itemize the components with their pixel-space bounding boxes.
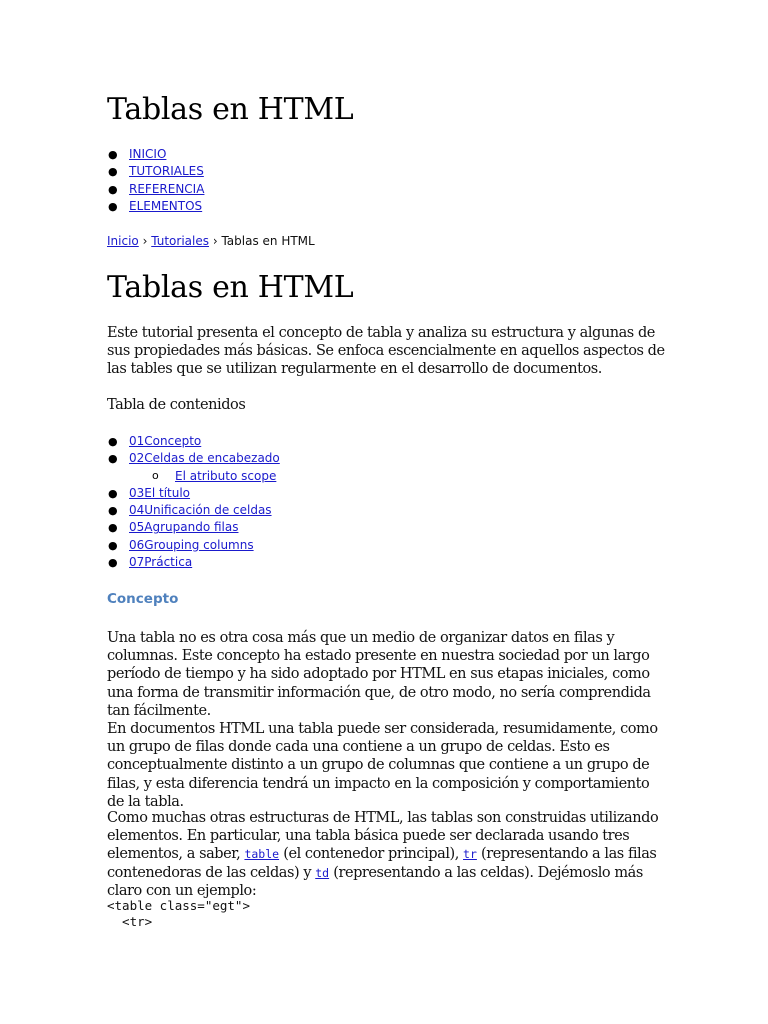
intro-paragraph: Este tutorial presenta el concepto de tabla y analiza su estructura y algunas de sus propiedades más básicas. Se enfoca escencialmente en aquellos aspectos de las tables que se utilizan regularmente en el desarrollo de documentos.	[107, 325, 665, 378]
circle-bullet-icon: o	[152, 468, 159, 482]
breadcrumb-current: Tablas en HTML	[221, 234, 315, 248]
bullet-icon: ●	[108, 538, 118, 552]
bullet-icon: ●	[108, 452, 118, 466]
toc-item	[108, 502, 280, 519]
page-title: Tablas en HTML	[107, 270, 354, 305]
code-line: <table class="egt">	[107, 898, 250, 913]
bullet-icon: ●	[108, 165, 118, 179]
code-link-td[interactable]: td	[315, 865, 330, 880]
bullet-icon: ●	[108, 199, 118, 213]
toc-item	[108, 433, 280, 450]
toc-link-agrupando-filas[interactable]: 05Agrupando filas	[129, 520, 239, 535]
code-link-tr[interactable]: tr	[463, 847, 477, 862]
paragraph-3	[107, 809, 667, 900]
breadcrumb-home-link[interactable]: Inicio	[107, 234, 139, 248]
paragraph-3-text: Como muchas otras estructuras de HTML, las tablas son construidas utilizando elementos. En particular, una tabla básica puede ser declarada usando tres elementos, a saber,	[107, 810, 659, 863]
breadcrumb-section-link[interactable]: Tutoriales	[151, 234, 209, 248]
nav-link-referencia[interactable]: REFERENCIA	[129, 181, 205, 196]
nav-menu	[108, 146, 205, 215]
table-of-contents	[108, 433, 280, 571]
bullet-icon: ●	[108, 504, 118, 518]
toc-item	[108, 519, 280, 536]
bullet-icon: ●	[108, 148, 118, 161]
section-heading-concepto: Concepto	[107, 591, 179, 607]
toc-item	[108, 554, 280, 571]
nav-link-elementos[interactable]: ELEMENTOS	[129, 198, 203, 213]
toc-item	[108, 485, 280, 502]
toc-item	[108, 450, 280, 467]
nav-link-tutoriales[interactable]: TUTORIALES	[129, 164, 204, 179]
bullet-icon: ●	[108, 182, 118, 196]
paragraph-3-text: (representando a las filas contenedoras de las celdas) y	[107, 846, 657, 881]
nav-item-elementos	[108, 198, 204, 215]
bullet-icon: ●	[108, 486, 118, 500]
toc-link-unificacion[interactable]: 04Unificación de celdas	[129, 503, 272, 518]
paragraph-1: Una tabla no es otra cosa más que un medio de organizar datos en filas y columnas. Este concepto ha estado presente en nuestra sociedad por un largo período de tiempo y ha sido adoptado por HTML en sus etapas iniciales, como una forma de transmitir información que, de otro modo, no sería comprendida tan fácilmente.	[107, 630, 651, 719]
toc-item	[108, 537, 280, 554]
toc-subitem	[129, 468, 280, 485]
nav-item-inicio	[108, 146, 204, 163]
paragraph-3-text: (representando a las celdas). Dejémoslo más claro con un ejemplo:	[107, 864, 643, 899]
bullet-icon: ●	[108, 556, 118, 570]
toc-link-atributo-scope[interactable]: El atributo scope	[175, 468, 277, 483]
nav-item-referencia	[108, 181, 205, 198]
toc-link-celdas-encabezado[interactable]: 02Celdas de encabezado	[129, 451, 280, 466]
toc-link-titulo[interactable]: 03El título	[129, 485, 191, 500]
toc-link-concepto[interactable]: 01Concepto	[129, 434, 202, 448]
toc-link-grouping-columns[interactable]: 06Grouping columns	[129, 537, 254, 552]
nav-item-tutoriales	[108, 163, 204, 180]
toc-heading: Tabla de contenidos	[107, 397, 246, 413]
bullet-icon: ●	[108, 521, 118, 535]
paragraph-3-text: (el contenedor principal),	[279, 846, 464, 863]
breadcrumb-separator: ›	[142, 234, 148, 248]
code-example	[107, 898, 250, 930]
bullet-icon: ●	[108, 435, 118, 448]
breadcrumb	[107, 234, 315, 248]
nav-link-inicio[interactable]: INICIO	[129, 147, 167, 161]
code-line: <tr>	[107, 914, 153, 929]
paragraph-2: En documentos HTML una tabla puede ser considerada, resumidamente, como un grupo de filas donde cada una contiene a un grupo de celdas. Esto es conceptualmente distinto a un grupo de columnas que contiene a un grupo de filas, y esta diferencia tendrá un impacto en la composición y comportamiento de la tabla.	[107, 721, 658, 810]
code-link-table[interactable]: table	[244, 847, 280, 862]
site-title: Tablas en HTML	[107, 92, 354, 127]
breadcrumb-separator: ›	[212, 234, 218, 248]
toc-link-practica[interactable]: 07Práctica	[129, 555, 193, 570]
